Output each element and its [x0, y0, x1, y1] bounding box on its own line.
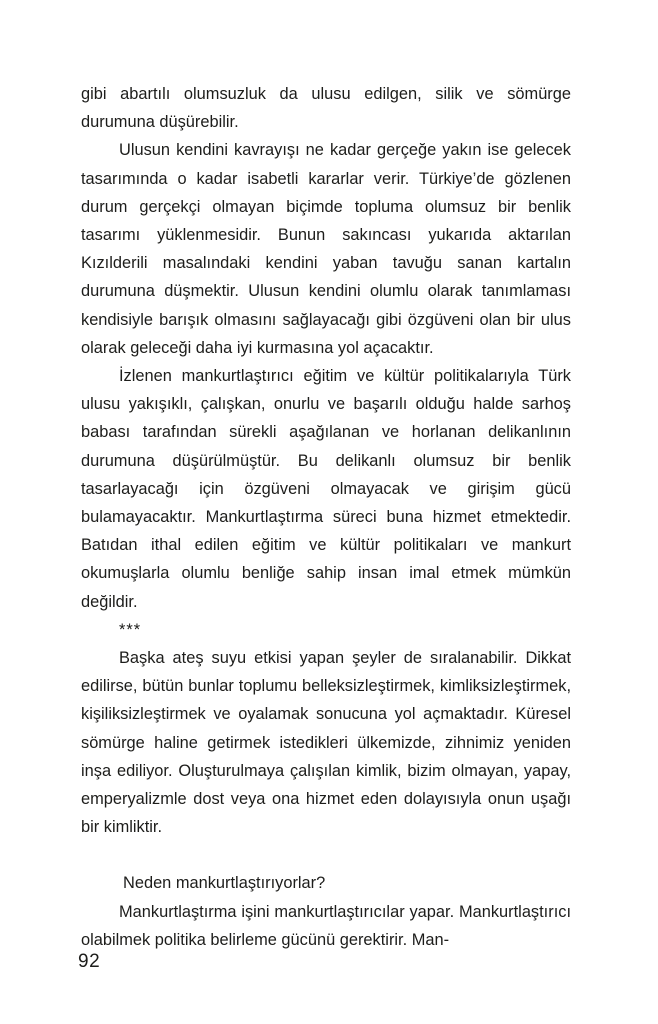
- page-number: 92: [78, 951, 101, 972]
- paragraph-mankurt-policies: İzlenen mankurtlaştırıcı eğitim ve kültür politikalarıyla Türk ulusu yakışıklı, çalışkan, onurlu ve başarılı olduğu halde sarhoş babası tarafından sürekli aşağılanan ve horlanan delikanlının durumuna düşürülmüştür. Bu delikanlı olumsuz bir benlik tasarlayacağı için özgüveni olmayacak ve girişim gücü bulamayacaktır. Mankurtlaştırma süreci buna hizmet etmektedir. Batıdan ithal edilen eğitim ve kültür politikaları ve mankurt okumuşlarla olumlu benliğe sahip insan imal etmek mümkün değildir.: [81, 367, 571, 611]
- section-heading: Neden mankurtlaştırıyorlar?: [123, 874, 326, 893]
- paragraph-fire-water-effects: Başka ateş suyu etkisi yapan şeyler de sıralanabilir. Dikkat edilirse, bütün bunlar toplumu belleksizleştirmek, kimliksizleştirmek, kişiliksizleştirmek ve oyalamak sonucuna yol açmaktadır. Küresel sömürge haline getirmek istedikleri ülkemizde, zihnimiz yeniden inşa ediliyor. Oluşturulmaya çalışılan kimlik, bizim olmayan, yapay, emperyalizmle dost veya ona hizmet eden dolayısıyla onun uşağı bir kimliktir.: [81, 649, 571, 837]
- paragraph-national-self-perception: Ulusun kendini kavrayışı ne kadar gerçeğe yakın ise gelecek tasarımında o kadar isabetli kararlar verir. Türkiye’de gözlenen durum gerçekçi olmayan biçimde topluma olumsuz bir benlik tasarımı yüklenmesidir. Bunun sakıncası yukarıda aktarılan Kızılderili masalındaki kendini yaban tavuğu sanan kartalın durumuna düşmektir. Ulusun kendini olumlu olarak tanımlaması kendisiyle barışık olmasını sağlayacağı gibi özgüveni olan bir ulus olarak geleceği daha iyi kurmasına yol açacaktır.: [81, 141, 571, 357]
- paragraph-mankurtizers: Mankurtlaştırma işini mankurtlaştırıcılar yapar. Mankurtlaştırıcı olabilmek politika belirleme gücünü gerektirir. Man-: [81, 902, 571, 949]
- body-text: [81, 80, 571, 954]
- paragraph-continuation: gibi abartılı olumsuzluk da ulusu edilgen, silik ve sömürge durumuna düşürebilir.: [81, 85, 571, 132]
- section-separator: ***: [119, 620, 142, 639]
